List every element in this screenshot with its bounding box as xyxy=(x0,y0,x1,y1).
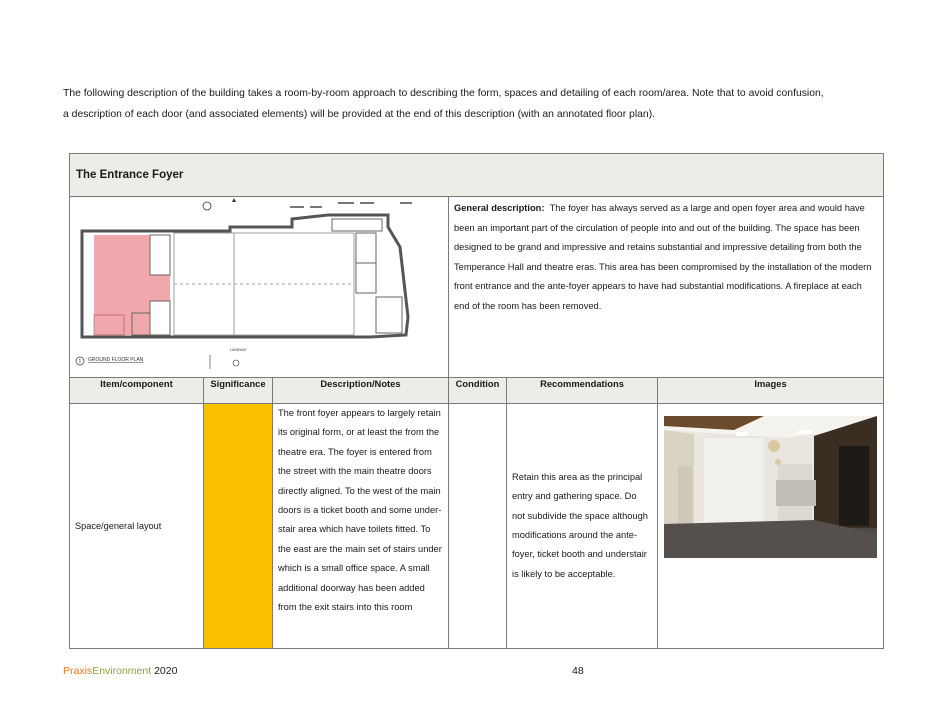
floor-plan-cell xyxy=(70,197,449,378)
recommendations-cell: Retain this area as the principal entry and gathering space. Do not subdivide the space although modifications around the ante-foyer, ticket booth and understair is likely to be acceptable. xyxy=(507,404,658,649)
condition-cell xyxy=(449,404,507,649)
grid-marker-icon xyxy=(233,360,239,366)
item-cell: Space/general layout xyxy=(70,404,204,649)
general-description-heading: General description: xyxy=(454,203,545,213)
foyer-photo xyxy=(664,416,877,558)
page-number: 48 xyxy=(572,665,584,677)
header-description: Description/Notes xyxy=(273,378,449,404)
section-marker-icon xyxy=(203,202,211,210)
general-description-text: The foyer has always served as a large and open foyer area and would have been an important part of the circulation of people into and out of the building. The space has been designed to be grand and impressive and retains substantial and impressive detailing from both the Temperance Hall and theatre eras. This area has been compromised by the installation of the modern front entrance and the ante-foyer appears to have had substantial modifications. A fireplace at each end of the room has been removed. xyxy=(454,203,872,311)
intro-paragraph xyxy=(63,83,883,125)
ground-floor-plan xyxy=(70,197,448,375)
north-arrow-icon xyxy=(232,198,236,202)
plan-number: 1 xyxy=(78,359,82,365)
header-images: Images xyxy=(658,378,884,404)
room-assessment-table xyxy=(69,153,884,649)
header-condition: Condition xyxy=(449,378,507,404)
intro-line-1: The following description of the building takes a room-by-room approach to describing the form, spaces and detailing of each room/area. Note that to avoid confusion, xyxy=(63,88,824,99)
table-row xyxy=(70,404,884,649)
brand-praxis: Praxis xyxy=(63,665,93,677)
footer-brand xyxy=(63,665,177,677)
laneway-label: LANEWAY xyxy=(230,348,247,352)
main-hall xyxy=(174,233,354,335)
images-cell xyxy=(658,404,884,649)
brand-environment: Environment xyxy=(92,665,152,677)
section-title: The Entrance Foyer xyxy=(70,154,884,197)
footer-year: 2020 xyxy=(154,665,178,677)
significance-swatch xyxy=(204,404,273,649)
general-description-cell xyxy=(449,197,884,378)
header-significance: Significance xyxy=(204,378,273,404)
plan-annotations-top xyxy=(290,202,412,208)
east-rooms xyxy=(332,219,402,333)
description-cell: The front foyer appears to largely retain its original form, or at least the from the theatre era. The foyer is entered from the street with the main theatre doors directly aligned. To the west of the main doors is a ticket booth and some under-stair area which have toilets fitted. To the east are the main set of stairs under which is a small office space. A small additional doorway has been added from the exit stairs into this room xyxy=(273,404,449,649)
header-item: Item/component xyxy=(70,378,204,404)
header-recommendations: Recommendations xyxy=(507,378,658,404)
plan-label: GROUND FLOOR PLAN xyxy=(88,357,144,363)
intro-line-2: a description of each door (and associated elements) will be provided at the end of this description (with an annotated floor plan). xyxy=(63,109,656,120)
